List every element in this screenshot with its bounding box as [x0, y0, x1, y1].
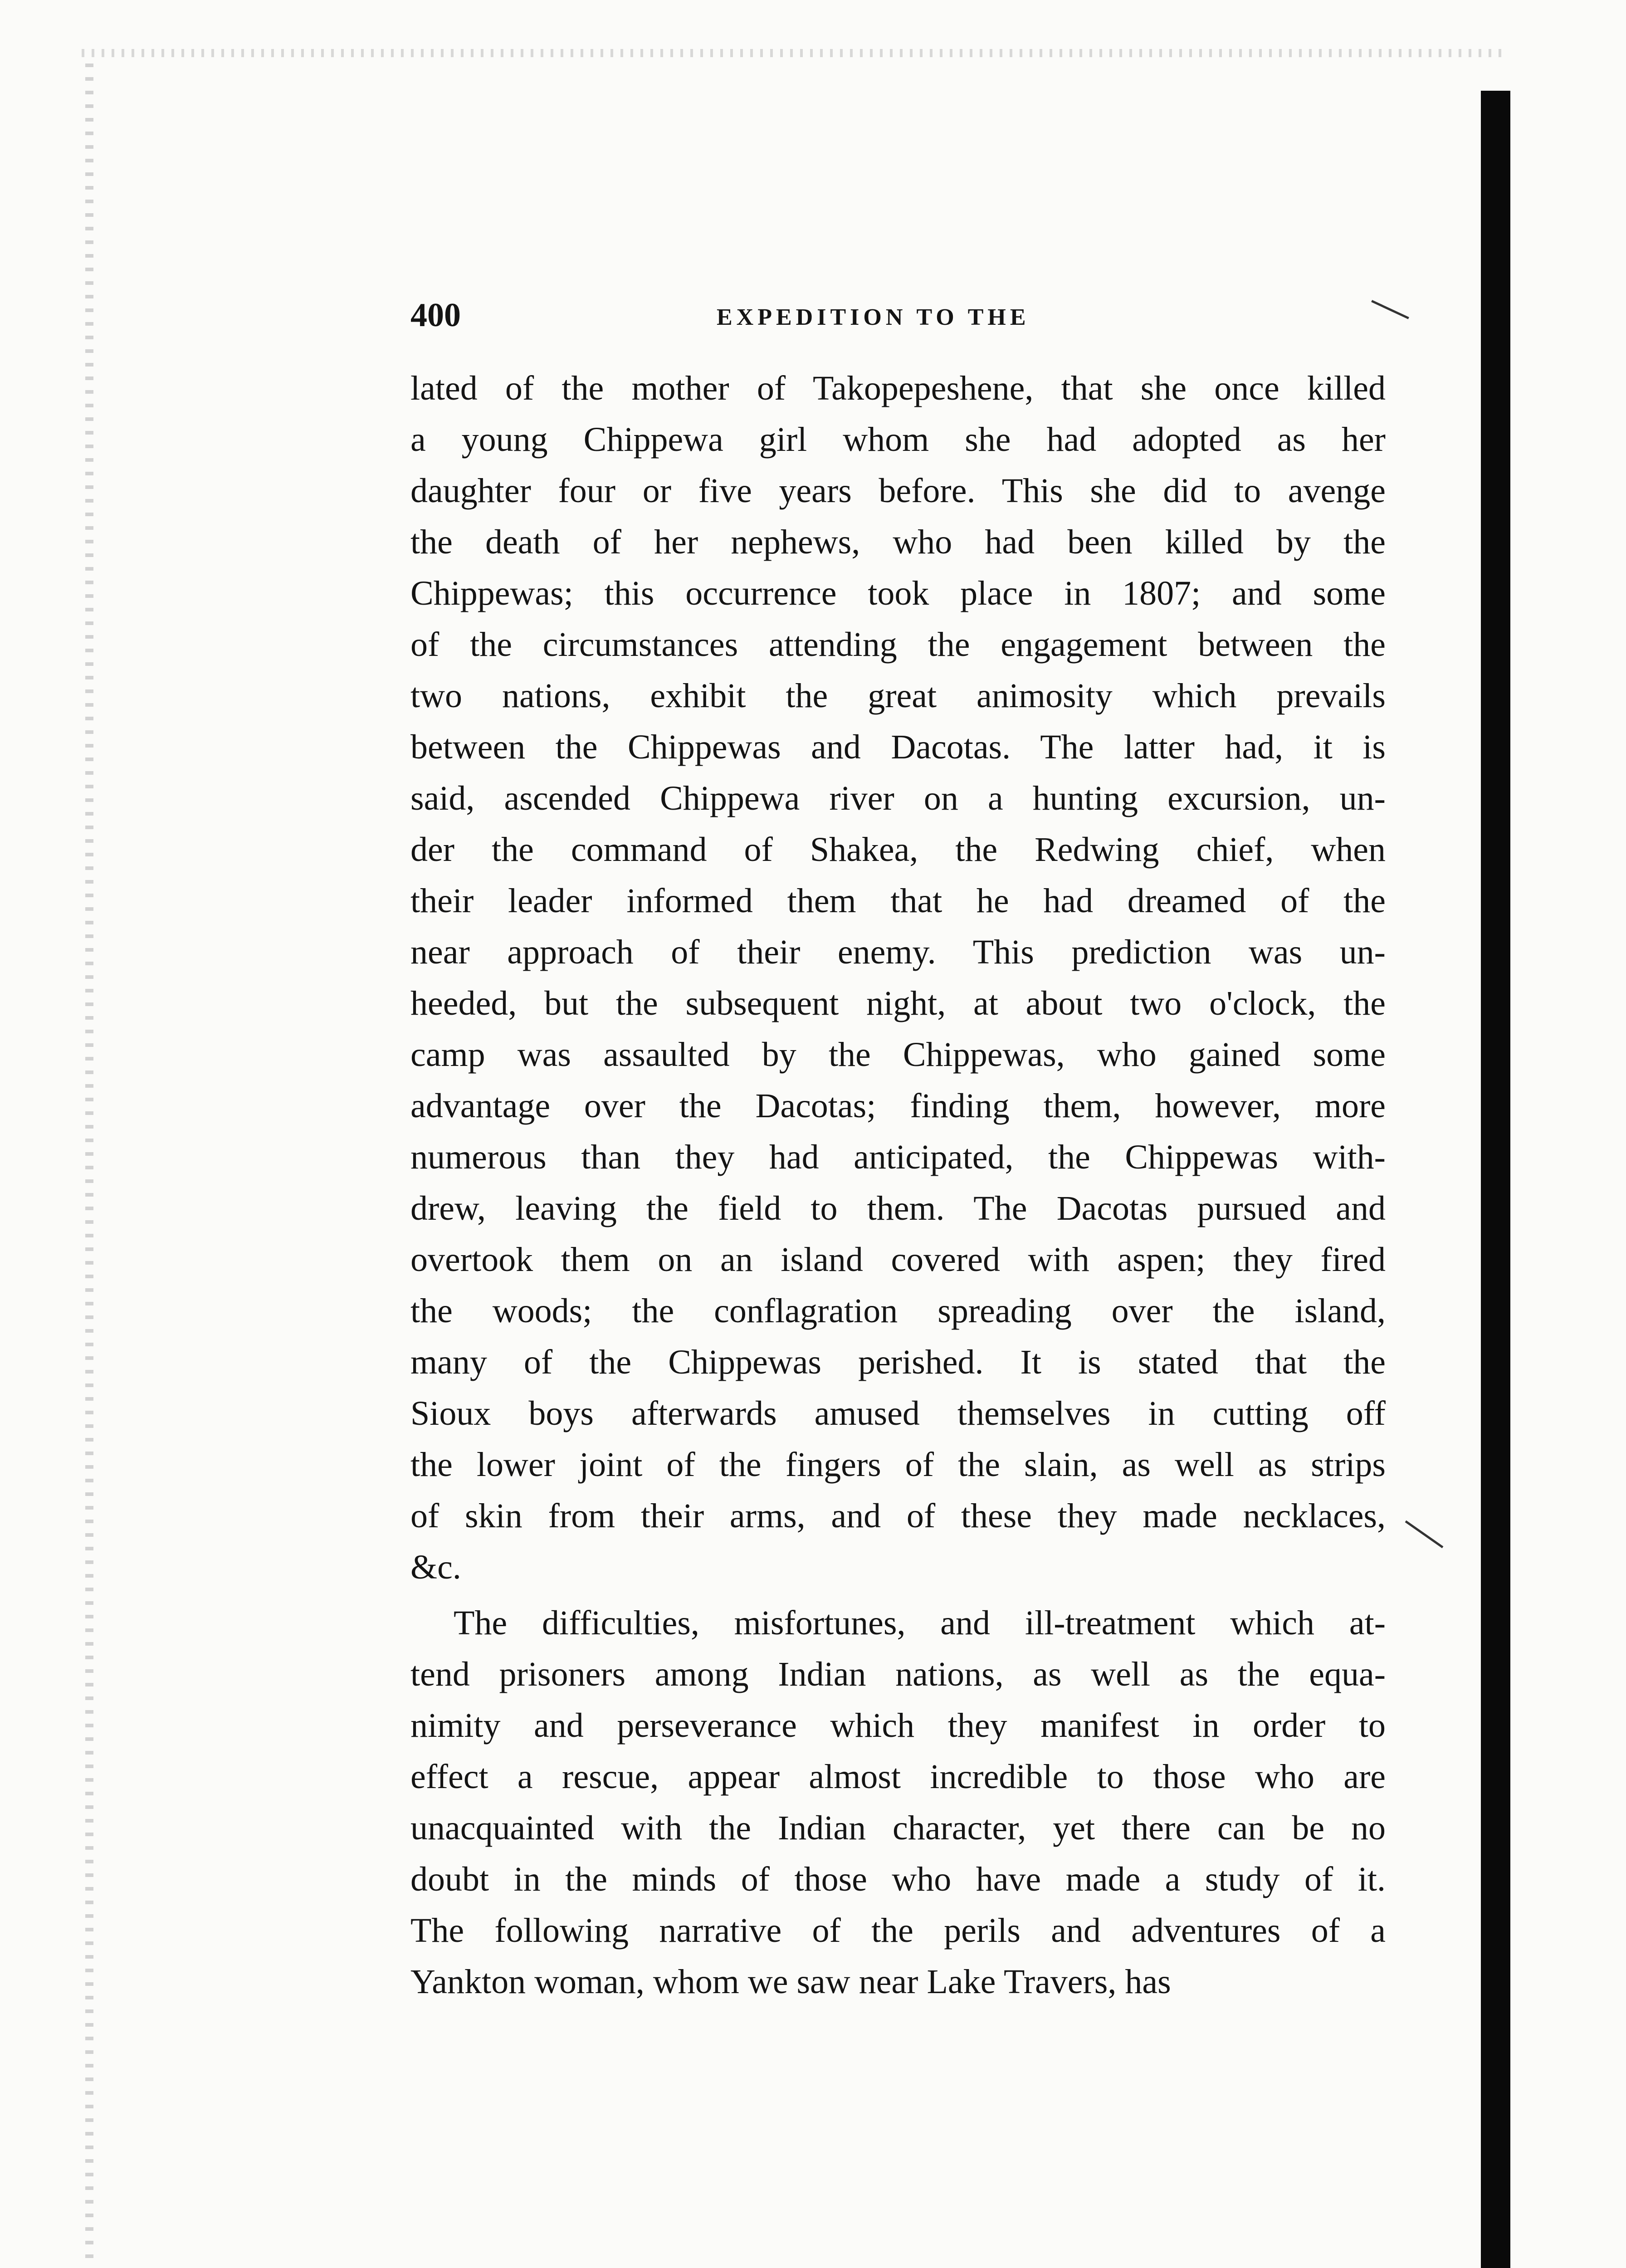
text-line: of the circumstances attending the engagement between the — [410, 626, 1386, 664]
text-line: der the command of Shakea, the Redwing chief, when — [410, 831, 1386, 869]
text-line: numerous than they had anticipated, the Chippewas with- — [410, 1138, 1386, 1176]
text-line: nimity and perseverance which they manifest in order to — [410, 1706, 1386, 1745]
text-line: The difficulties, misfortunes, and ill-treatment which at- — [454, 1604, 1386, 1642]
page-edge-left — [85, 64, 93, 2268]
binding-shadow — [1481, 91, 1510, 2268]
text-line: tend prisoners among Indian nations, as well as the equa- — [410, 1655, 1386, 1693]
body-text — [410, 363, 1386, 2008]
text-line: daughter four or five years before. This she did to avenge — [410, 472, 1386, 510]
page-header — [410, 293, 1386, 347]
text-line: doubt in the minds of those who have made a study of it. — [410, 1860, 1386, 1898]
text-line: said, ascended Chippewa river on a hunting excursion, un- — [410, 779, 1386, 817]
paragraph — [410, 1598, 1386, 2008]
text-line: overtook them on an island covered with aspen; they fired — [410, 1241, 1386, 1279]
text-line: &c. — [410, 1548, 461, 1586]
text-line: unacquainted with the Indian character, yet there can be no — [410, 1809, 1386, 1847]
text-line: advantage over the Dacotas; finding them, however, more — [410, 1087, 1386, 1125]
text-line: heeded, but the subsequent night, at about two o'clock, the — [410, 984, 1386, 1022]
text-line: Sioux boys afterwards amused themselves in cutting off — [410, 1394, 1386, 1432]
text-line: effect a rescue, appear almost incredible to those who are — [410, 1758, 1386, 1796]
text-line: camp was assaulted by the Chippewas, who gained some — [410, 1036, 1386, 1074]
text-line: The following narrative of the perils and adventures of a — [410, 1911, 1386, 1950]
running-head: EXPEDITION TO THE — [717, 304, 1030, 330]
text-line: near approach of their enemy. This prediction was un- — [410, 933, 1386, 971]
page-number: 400 — [410, 297, 461, 334]
text-line: the death of her nephews, who had been killed by the — [410, 523, 1386, 561]
text-line: Chippewas; this occurrence took place in 1807; and some — [410, 574, 1386, 612]
text-line: two nations, exhibit the great animosity which prevails — [410, 677, 1386, 715]
text-line: the lower joint of the fingers of the slain, as well as strips — [410, 1446, 1386, 1484]
text-line: a young Chippewa girl whom she had adopted as her — [410, 420, 1386, 459]
text-line: many of the Chippewas perished. It is stated that the — [410, 1343, 1386, 1381]
text-line: of skin from their arms, and of these they made necklaces, — [410, 1497, 1386, 1535]
text-line: lated of the mother of Takopepeshene, that she once killed — [410, 369, 1386, 407]
text-line: drew, leaving the field to them. The Dacotas pursued and — [410, 1189, 1386, 1227]
paragraph — [410, 363, 1386, 1593]
text-line: Yankton woman, whom we saw near Lake Travers, has — [410, 1963, 1171, 2001]
stray-mark — [1405, 1520, 1444, 1548]
page-edge-top — [82, 49, 1501, 57]
text-line: their leader informed them that he had dreamed of the — [410, 882, 1386, 920]
paragraph-gap — [410, 1593, 1386, 1598]
text-line: the woods; the conflagration spreading over the island, — [410, 1292, 1386, 1330]
text-line: between the Chippewas and Dacotas. The latter had, it is — [410, 728, 1386, 766]
